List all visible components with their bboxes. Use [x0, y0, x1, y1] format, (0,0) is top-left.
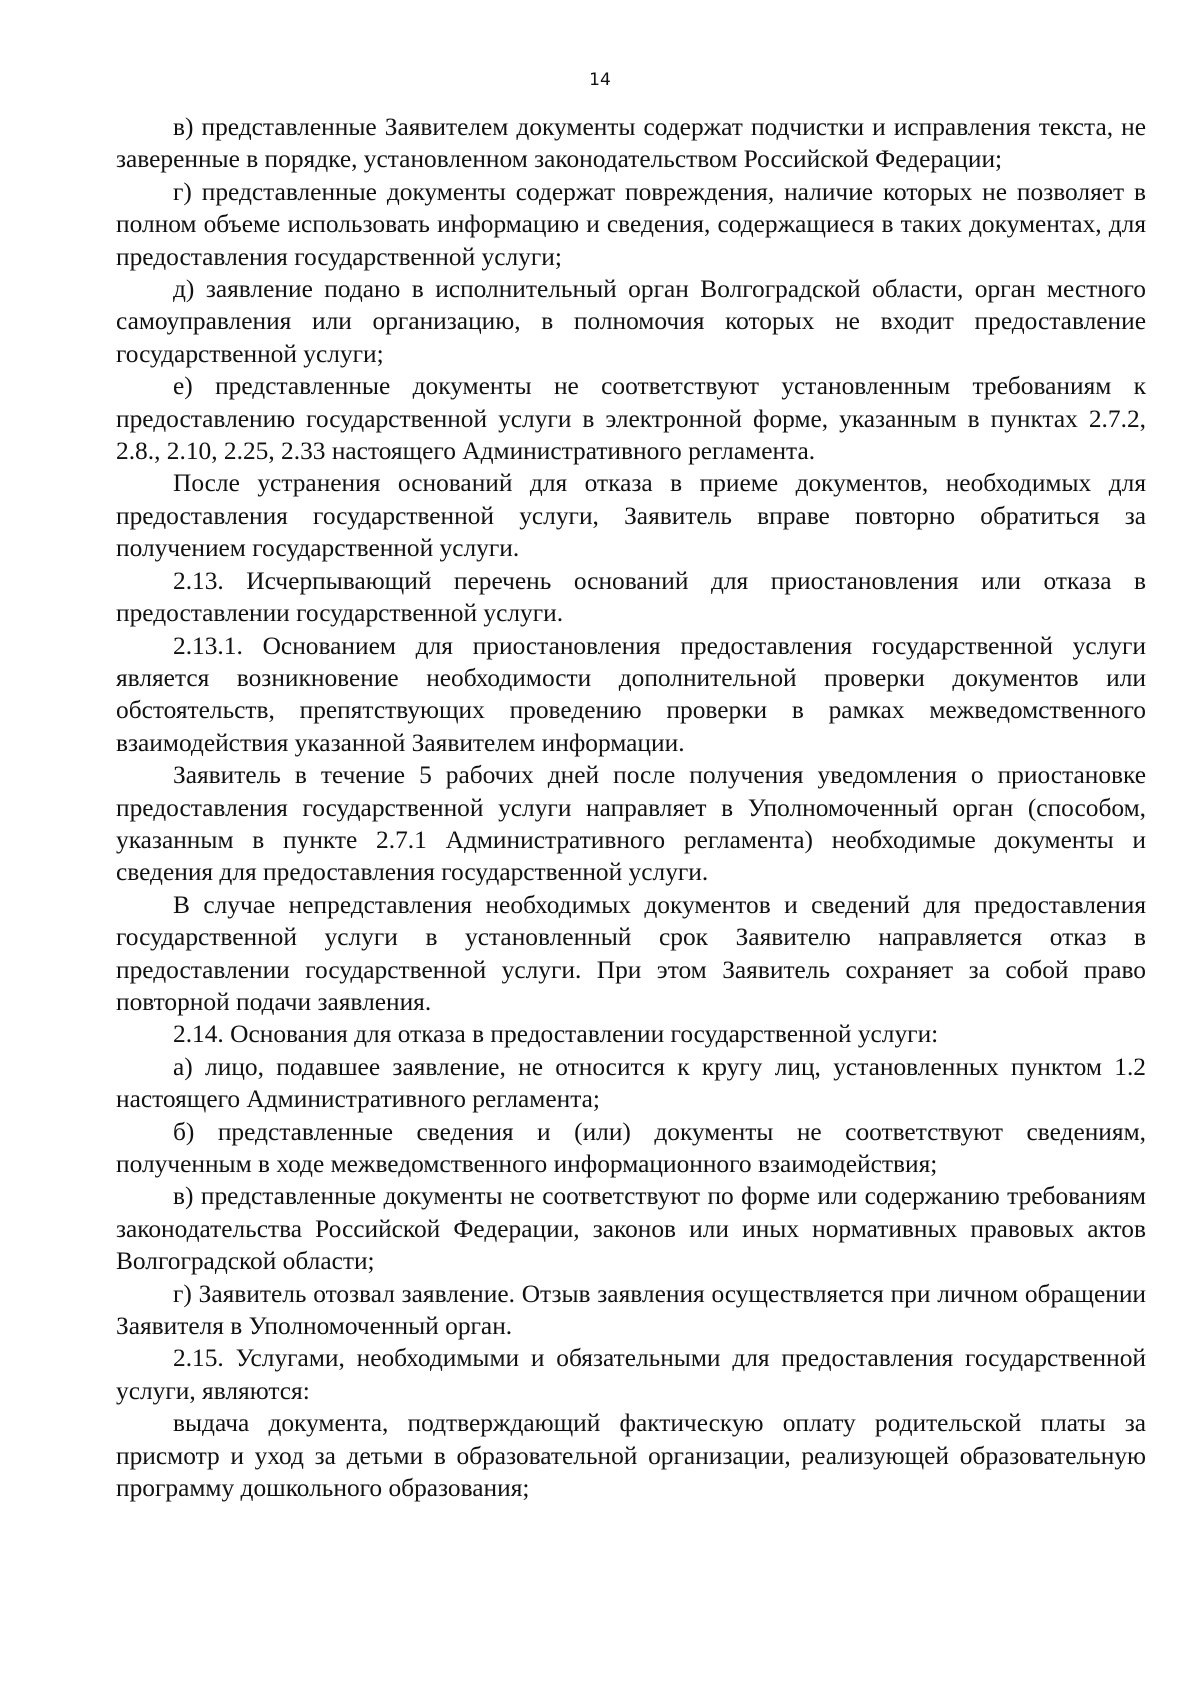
- paragraph-4g: г) Заявитель отозвал заявление. Отзыв заявления осуществляется при личном обращении Заявителя в Уполномоченный орган.: [116, 1279, 1146, 1341]
- paragraph-3g-damage: г) представленные документы содержат повреждения, наличие которых не позволяет в полном объеме использовать информацию и сведения, содержащиеся в таких документах, для предоставления государственной услуги;: [116, 177, 1146, 271]
- paragraph-2-13-1: 2.13.1. Основанием для приостановления предоставления государственной услуги является возникновение необходимости дополнительной проверки документов или обстоятельств, препятствующих проведению проверки в рамках межведомственного взаимодействия указанной Заявителем информации.: [116, 631, 1146, 757]
- paragraph-2-13: 2.13. Исчерпывающий перечень оснований для приостановления или отказа в предоставлении государственной услуги.: [116, 566, 1146, 628]
- paragraph-reapply: После устранения оснований для отказа в приеме документов, необходимых для предоставления государственной услуги, Заявитель вправе повторно обратиться за получением государственной услуги.: [116, 469, 1146, 563]
- paragraph-4a: а) лицо, подавшее заявление, не относится к кругу лиц, установленных пунктом 1.2 настоящего Административного регламента;: [116, 1052, 1146, 1114]
- document-body: [116, 111, 1146, 1504]
- page-number: 14: [589, 70, 611, 90]
- paragraph-2-15: 2.15. Услугами, необходимыми и обязательными для предоставления государственной услуги, являются:: [116, 1344, 1146, 1405]
- paragraph-3v-corrections: в) представленные Заявителем документы содержат подчистки и исправления текста, не заверенные в порядке, установленном законодательством Российской Федерации;: [116, 113, 1146, 174]
- paragraph-document-issue: выдача документа, подтверждающий фактическую оплату родительской платы за присмотр и уход за детьми в образовательной организации, реализующей образовательную программу дошкольного образования;: [116, 1409, 1146, 1503]
- paragraph-4v: в) представленные документы не соответствуют по форме или содержанию требованиям законодательства Российской Федерации, законов или иных нормативных правовых актов Волгоградской области;: [116, 1182, 1146, 1276]
- paragraph-3d-wrong-authority: д) заявление подано в исполнительный орган Волгоградской области, орган местного самоуправления или организацию, в полномочия которых не входит предоставление государственной услуги;: [116, 275, 1146, 368]
- paragraph-5-days: Заявитель в течение 5 рабочих дней после получения уведомления о приостановке предоставления государственной услуги направляет в Уполномоченный орган (способом, указанным в пункте 2.7.1 Административного регламента) необходимые документы и сведения для предоставления государственной услуги.: [116, 761, 1146, 887]
- paragraph-2-14: 2.14. Основания для отказа в предоставлении государственной услуги:: [173, 1020, 939, 1049]
- paragraph-3e-electronic-form: е) представленные документы не соответствуют установленным требованиям к предоставлению государственной услуги в электронной форме, указанным в пунктах 2.7.2, 2.8., 2.10, 2.25, 2.33 настоящего Административного регламента.: [116, 372, 1146, 466]
- paragraph-non-submission: В случае непредставления необходимых документов и сведений для предоставления государственной услуги в установленный срок Заявителю направляется отказ в предоставлении государственной услуги. При этом Заявитель сохраняет за собой право повторной подачи заявления.: [116, 890, 1146, 1016]
- paragraph-4b: б) представленные сведения и (или) документы не соответствуют сведениям, полученным в ходе межведомственного информационного взаимодействия;: [116, 1117, 1146, 1178]
